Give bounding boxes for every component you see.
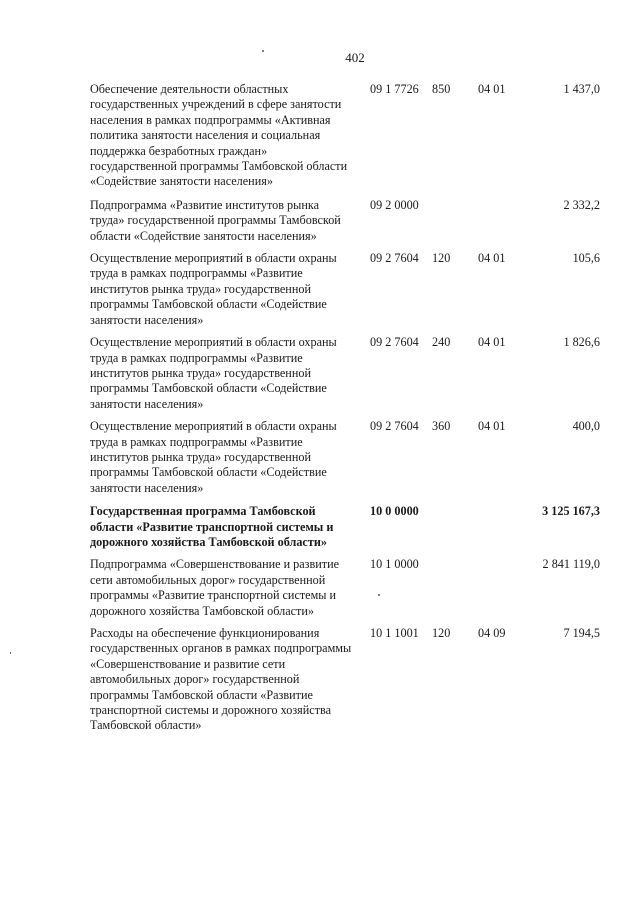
- table-row: [90, 251, 600, 328]
- budget-table: [90, 82, 600, 734]
- row-section: 04 01: [478, 335, 506, 350]
- row-code: 09 2 7604: [370, 419, 419, 434]
- table-row: [90, 198, 600, 244]
- row-code: 09 2 0000: [370, 197, 419, 212]
- row-expense-type: 360: [432, 419, 451, 434]
- table-row: [90, 504, 600, 550]
- row-description: Государственная программа Тамбовской области «Развитие транспортной системы и дорожного хозяйства Тамбовской области»: [90, 504, 334, 549]
- row-description: Подпрограмма «Развитие институтов рынка труда» государственной программы Тамбовской области «Содействие занятости населения»: [90, 197, 341, 243]
- row-section: 04 01: [478, 82, 506, 96]
- row-amount: 400,0: [572, 419, 600, 434]
- row-code: 10 1 0000: [370, 557, 419, 572]
- row-amount: 105,6: [572, 251, 600, 266]
- row-expense-type: 850: [432, 82, 451, 96]
- row-code: 10 0 0000: [370, 504, 419, 519]
- row-description: Подпрограмма «Совершенствование и развитие сети автомобильных дорог» государственной программы «Развитие транспортной системы и дорожного хозяйства Тамбовской области»: [90, 557, 339, 618]
- table-row: [90, 82, 600, 190]
- row-description: Осуществление мероприятий в области охраны труда в рамках подпрограммы «Развитие институтов рынка труда» государственной программы Тамбовской области «Содействие занятости населения»: [90, 335, 337, 411]
- row-amount: 3 125 167,3: [542, 504, 600, 519]
- row-description: Обеспечение деятельности областных государственных учреждений в сфере занятости населения в рамках подпрограммы «Активная политика занятости населения и социальная поддержка безработных граждан» государственной программы Тамбовской области «Содействие занятости населения»: [90, 82, 348, 189]
- table-row: [90, 626, 600, 734]
- row-code: 09 2 7604: [370, 251, 419, 266]
- row-section: 04 01: [478, 251, 506, 266]
- row-code: 09 2 7604: [370, 335, 419, 350]
- row-description: Осуществление мероприятий в области охраны труда в рамках подпрограммы «Развитие институтов рынка труда» государственной программы Тамбовской области «Содействие занятости населения»: [90, 251, 337, 327]
- row-section: 04 01: [478, 419, 506, 434]
- row-amount: 2 841 119,0: [542, 557, 600, 572]
- page-number: 402: [345, 50, 365, 65]
- row-amount: 2 332,2: [563, 197, 600, 212]
- row-code: 09 1 7726: [370, 82, 419, 96]
- table-row: [90, 419, 600, 496]
- row-expense-type: 120: [432, 251, 451, 266]
- row-description: Расходы на обеспечение функционирования государственных органов в рамках подпрограммы «Совершенствование и развитие сети автомобильных дорог» государственной программы Тамбовской области «Развитие транспортной системы и дорожного хозяйства Тамбовской области»: [90, 626, 352, 733]
- table-row: [90, 335, 600, 412]
- row-description: Осуществление мероприятий в области охраны труда в рамках подпрограммы «Развитие институтов рынка труда» государственной программы Тамбовской области «Содействие занятости населения»: [90, 419, 337, 495]
- row-expense-type: 120: [432, 626, 451, 640]
- row-expense-type: 240: [432, 335, 451, 350]
- row-amount: 7 194,5: [563, 626, 600, 640]
- scan-speck: [10, 652, 11, 654]
- row-code: 10 1 1001: [370, 626, 419, 640]
- row-section: 04 09: [478, 626, 506, 640]
- row-amount: 1 437,0: [563, 82, 600, 96]
- row-amount: 1 826,6: [563, 335, 600, 350]
- table-row: [90, 557, 600, 619]
